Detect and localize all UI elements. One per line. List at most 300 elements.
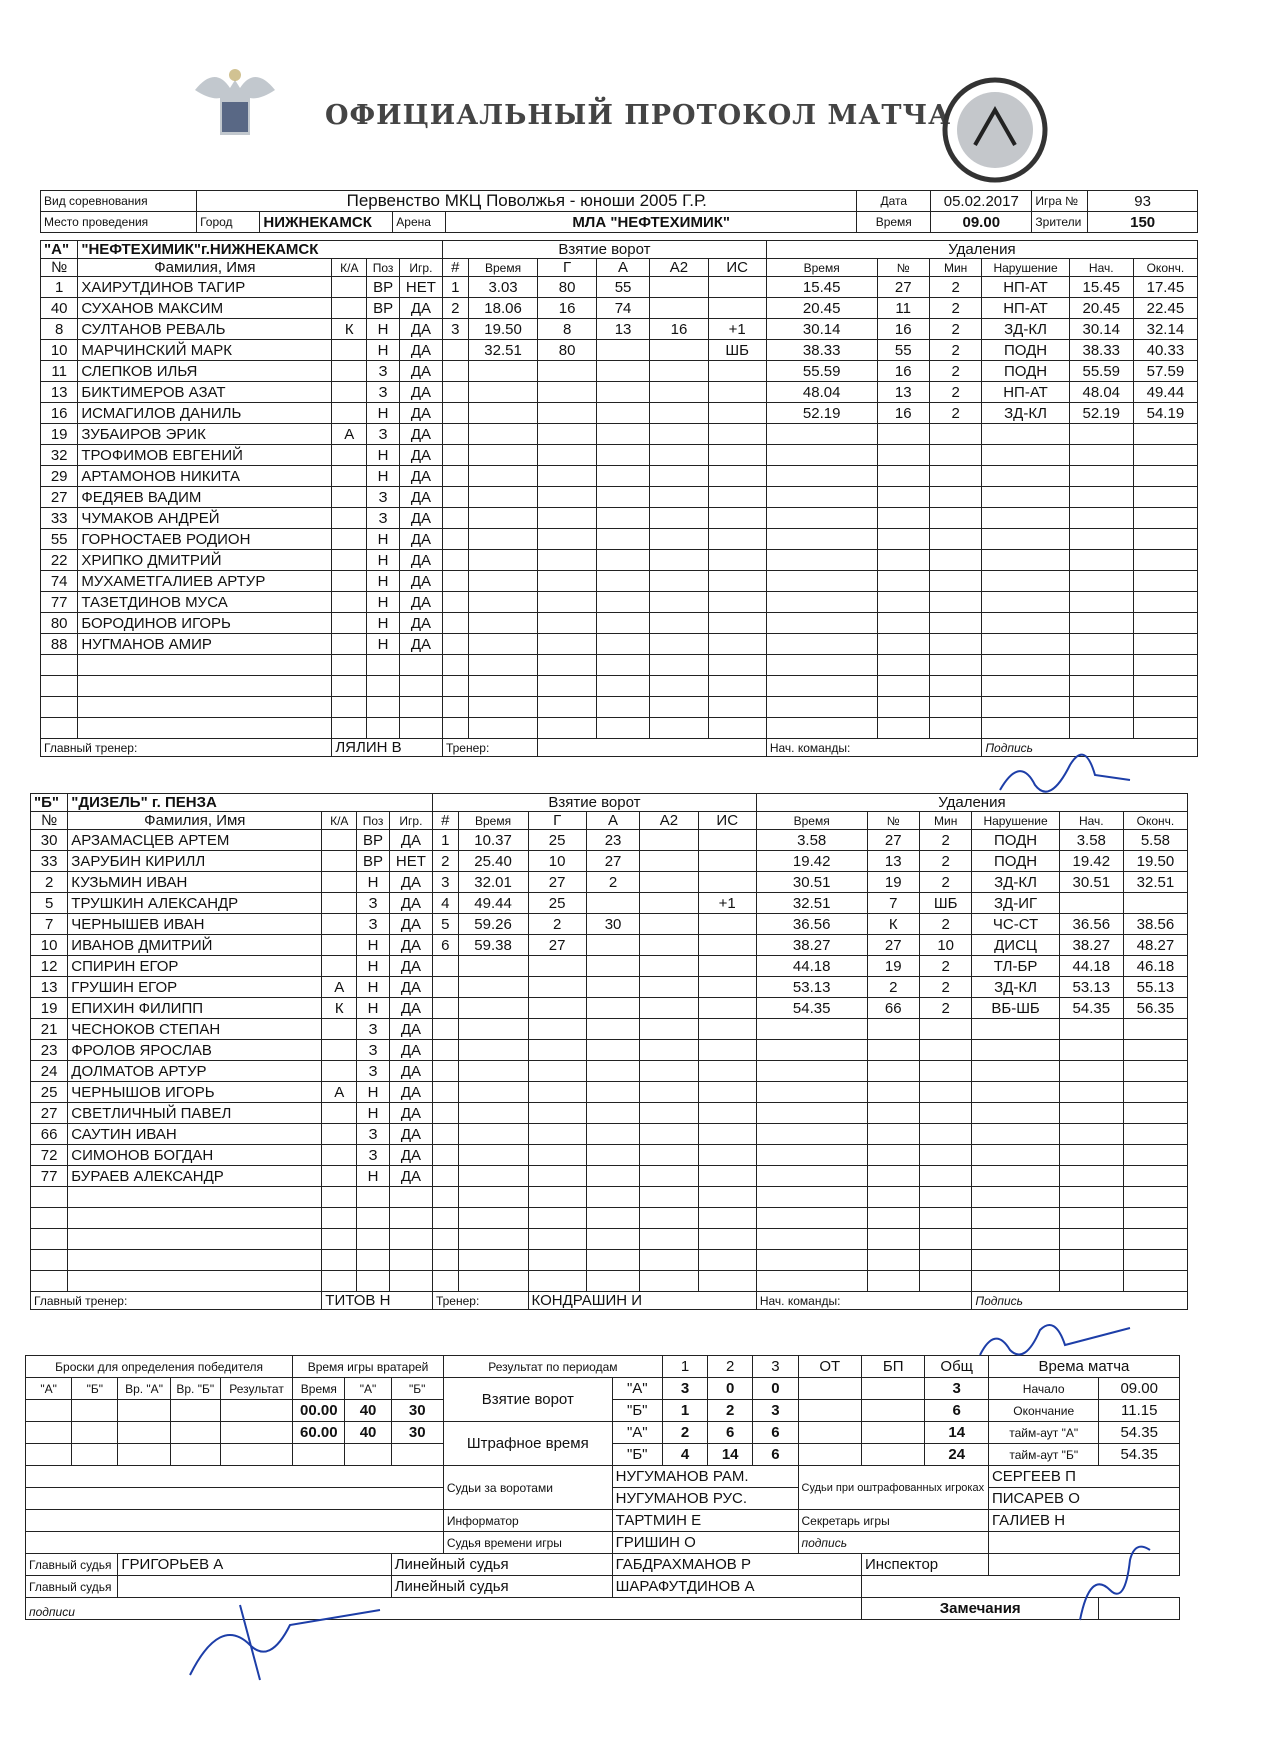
- penalty-minutes: [929, 466, 981, 487]
- penalty-player: 27: [867, 935, 919, 956]
- penalty-player: [867, 1208, 919, 1229]
- match-time-label: тайм-аут "А": [988, 1422, 1099, 1444]
- penalty-violation: [972, 1082, 1059, 1103]
- goal-number: [442, 550, 468, 571]
- period-value: 3: [925, 1378, 988, 1400]
- player-captain-mark: [322, 851, 357, 872]
- goalie-col-header: "Б": [391, 1378, 443, 1400]
- player-captain-mark: [332, 634, 367, 655]
- penalty-player: 27: [867, 830, 919, 851]
- penalty-violation: [972, 1187, 1059, 1208]
- table-row: [31, 998, 1188, 1019]
- goal-assist-2: [640, 935, 698, 956]
- penalty-player: [877, 613, 929, 634]
- penalty-minutes: [919, 1229, 971, 1250]
- empty-cell: [345, 1444, 391, 1466]
- table-row: [41, 634, 1198, 655]
- label-competition-type: Вид соревнования: [41, 191, 197, 212]
- player-played: ДА: [389, 893, 432, 914]
- penalty-minutes: [919, 1166, 971, 1187]
- penalty-minutes: ШБ: [919, 893, 971, 914]
- goal-time: [458, 1166, 528, 1187]
- goal-number: [432, 977, 458, 998]
- penalty-minutes: [929, 487, 981, 508]
- goal-scorer: [528, 1229, 586, 1250]
- goal-assist-2: [650, 382, 708, 403]
- label-referee: Главный судья: [26, 1554, 118, 1576]
- col-header-end: Оконч.: [1133, 259, 1197, 277]
- goal-number: [432, 1124, 458, 1145]
- shootout-cell: [118, 1422, 170, 1444]
- goal-scorer: [528, 956, 586, 977]
- player-number: [31, 1208, 68, 1229]
- penalty-start: [1059, 1061, 1123, 1082]
- penalty-start: [1069, 697, 1133, 718]
- goal-assist-1: [596, 361, 650, 382]
- goal-situation: [698, 830, 756, 851]
- player-captain-mark: [332, 676, 367, 697]
- penalty-end: 48.27: [1123, 935, 1187, 956]
- goal-assist-2: [640, 1229, 698, 1250]
- penalty-end: [1123, 1229, 1187, 1250]
- period-col-header: 2: [708, 1356, 753, 1378]
- player-name: КУЗЬМИН ИВАН: [68, 872, 322, 893]
- penalty-end: [1133, 592, 1197, 613]
- goal-number: 2: [432, 851, 458, 872]
- goal-number: [432, 1208, 458, 1229]
- penalty-violation: [982, 592, 1069, 613]
- player-captain-mark: [322, 1229, 357, 1250]
- penalty-violation: [972, 1103, 1059, 1124]
- penalty-minutes: [929, 592, 981, 613]
- player-name: НУГМАНОВ АМИР: [78, 634, 332, 655]
- penalty-player: К: [867, 914, 919, 935]
- label-team-chief: Нач. команды:: [756, 1292, 972, 1310]
- player-played: ДА: [399, 403, 442, 424]
- goal-assist-2: [640, 851, 698, 872]
- goal-assist-1: [586, 977, 640, 998]
- table-row: [31, 1187, 1188, 1208]
- goal-time: [458, 1145, 528, 1166]
- penalty-end: [1133, 424, 1197, 445]
- player-number: 30: [31, 830, 68, 851]
- player-position: Н: [357, 956, 390, 977]
- empty-cell: [26, 1532, 444, 1554]
- empty-cell: [26, 1466, 444, 1488]
- col-header-time: Время: [468, 259, 538, 277]
- teamA-table: [40, 240, 1198, 757]
- goal-assist-1: [596, 445, 650, 466]
- goal-situation: [708, 277, 766, 298]
- table-row: [31, 1019, 1188, 1040]
- penalty-minutes: [919, 1124, 971, 1145]
- penalty-violation: [982, 676, 1069, 697]
- player-played: [399, 718, 442, 739]
- goal-situation: [708, 508, 766, 529]
- goal-scorer: [528, 1250, 586, 1271]
- penalty-end: [1133, 676, 1197, 697]
- col-header-num: №: [41, 259, 78, 277]
- goal-scorer: [528, 1124, 586, 1145]
- penalty-minutes: 2: [919, 956, 971, 977]
- player-played: ДА: [389, 1040, 432, 1061]
- goal-situation: [708, 676, 766, 697]
- goal-assist-2: [640, 893, 698, 914]
- player-number: 23: [31, 1040, 68, 1061]
- goal-situation: [698, 998, 756, 1019]
- goal-situation: [708, 382, 766, 403]
- penalty-minutes: [929, 508, 981, 529]
- player-captain-mark: [322, 914, 357, 935]
- player-played: ДА: [399, 361, 442, 382]
- goal-assist-2: [640, 1166, 698, 1187]
- goal-situation: [698, 1250, 756, 1271]
- goalie-time-value: 30: [391, 1400, 443, 1422]
- player-captain-mark: [322, 1103, 357, 1124]
- goal-time: [468, 466, 538, 487]
- shootout-cell: [170, 1400, 220, 1422]
- table-row: [31, 1250, 1188, 1271]
- goal-number: [432, 1166, 458, 1187]
- goal-number: [432, 1229, 458, 1250]
- penalty-end: [1123, 1040, 1187, 1061]
- goal-situation: [698, 1019, 756, 1040]
- penalty-player: 16: [877, 361, 929, 382]
- period-value: 14: [925, 1422, 988, 1444]
- table-row: [41, 697, 1198, 718]
- table-row: [41, 529, 1198, 550]
- penalty-time: [766, 634, 877, 655]
- goal-number: [442, 445, 468, 466]
- penalty-end: [1123, 1124, 1187, 1145]
- penalty-violation: [972, 1229, 1059, 1250]
- player-captain-mark: А: [322, 1082, 357, 1103]
- penalty-end: [1123, 1208, 1187, 1229]
- penalty-time: [766, 529, 877, 550]
- goal-assist-2: [650, 676, 708, 697]
- player-number: 12: [31, 956, 68, 977]
- player-played: ДА: [389, 1019, 432, 1040]
- penalty-violation: [982, 508, 1069, 529]
- goal-scorer: [538, 445, 596, 466]
- player-position: З: [357, 1040, 390, 1061]
- player-captain-mark: [322, 1250, 357, 1271]
- player-name: [68, 1271, 322, 1292]
- penalty-end: 38.56: [1123, 914, 1187, 935]
- goal-assist-2: [650, 277, 708, 298]
- player-number: 13: [31, 977, 68, 998]
- goal-assist-1: [596, 340, 650, 361]
- player-captain-mark: [332, 403, 367, 424]
- goal-time: [458, 1019, 528, 1040]
- penalty-start: 19.42: [1059, 851, 1123, 872]
- penalty-time: [756, 1250, 867, 1271]
- penalty-end: 19.50: [1123, 851, 1187, 872]
- goal-time: [458, 1103, 528, 1124]
- penalty-time: 54.35: [756, 998, 867, 1019]
- team-side: "А": [41, 241, 78, 259]
- player-name: ЧУМАКОВ АНДРЕЙ: [78, 508, 332, 529]
- penalty-player: 16: [877, 319, 929, 340]
- goal-assist-1: 74: [596, 298, 650, 319]
- goal-number: [442, 634, 468, 655]
- penalty-time: [766, 466, 877, 487]
- penalty-start: [1069, 613, 1133, 634]
- penalty-minutes: [929, 613, 981, 634]
- goal-assist-1: [596, 424, 650, 445]
- player-name: БОРОДИНОВ ИГОРЬ: [78, 613, 332, 634]
- player-number: 19: [31, 998, 68, 1019]
- penalty-violation: [982, 571, 1069, 592]
- penalty-player: [877, 676, 929, 697]
- penalty-time: [766, 487, 877, 508]
- penalty-end: [1133, 718, 1197, 739]
- goal-number: 1: [432, 830, 458, 851]
- linesman-1: ГАБДРАХМАНОВ Р: [612, 1554, 861, 1576]
- penalty-minutes: [919, 1187, 971, 1208]
- player-name: [68, 1229, 322, 1250]
- empty-cell: [26, 1488, 444, 1510]
- player-name: [78, 655, 332, 676]
- penalty-minutes: [929, 445, 981, 466]
- player-number: [31, 1250, 68, 1271]
- goal-assist-1: [596, 718, 650, 739]
- player-played: [399, 676, 442, 697]
- player-played: ДА: [389, 1061, 432, 1082]
- goal-assist-1: [586, 1229, 640, 1250]
- goal-scorer: [528, 1166, 586, 1187]
- penalty-minutes: [919, 1040, 971, 1061]
- empty-cell: [26, 1510, 444, 1532]
- player-captain-mark: [322, 872, 357, 893]
- player-number: 40: [41, 298, 78, 319]
- player-played: [399, 697, 442, 718]
- col-header-num: №: [867, 812, 919, 830]
- player-number: 66: [31, 1124, 68, 1145]
- penalty-time: [756, 1124, 867, 1145]
- goal-scorer: [538, 487, 596, 508]
- table-row: [41, 340, 1198, 361]
- penalty-minutes: 2: [919, 872, 971, 893]
- goal-scorer: [538, 361, 596, 382]
- table-row: [41, 298, 1198, 319]
- player-played: ДА: [389, 977, 432, 998]
- period-value: [861, 1400, 924, 1422]
- table-row: [31, 1208, 1188, 1229]
- goal-scorer: [538, 403, 596, 424]
- label-inspector: Инспектор: [861, 1554, 988, 1576]
- goal-assist-2: [650, 361, 708, 382]
- goal-number: [442, 466, 468, 487]
- period-value: 1: [662, 1400, 707, 1422]
- penalty-start: [1069, 487, 1133, 508]
- player-position: Н: [367, 529, 400, 550]
- player-captain-mark: [332, 718, 367, 739]
- penalty-end: [1123, 1019, 1187, 1040]
- player-captain-mark: [332, 592, 367, 613]
- spectators: 150: [1088, 212, 1198, 233]
- player-captain-mark: [322, 1166, 357, 1187]
- player-number: 72: [31, 1145, 68, 1166]
- player-captain-mark: [332, 508, 367, 529]
- penalty-violation: [982, 550, 1069, 571]
- goal-number: [442, 382, 468, 403]
- goal-number: 2: [442, 298, 468, 319]
- player-position: З: [357, 1124, 390, 1145]
- penalty-end: [1133, 529, 1197, 550]
- period-value: 6: [925, 1400, 988, 1422]
- goal-time: [458, 1187, 528, 1208]
- goal-scorer: [538, 634, 596, 655]
- match-header: [40, 190, 1198, 233]
- penalty-start: [1059, 1103, 1123, 1124]
- penalty-player: [867, 1187, 919, 1208]
- signature-secretary: [1060, 1530, 1170, 1630]
- col-header-time: Время: [458, 812, 528, 830]
- player-played: [399, 655, 442, 676]
- penalty-end: 32.51: [1123, 872, 1187, 893]
- col-header-ka: К/А: [332, 259, 367, 277]
- player-played: ДА: [389, 872, 432, 893]
- goal-assist-1: 27: [586, 851, 640, 872]
- player-captain-mark: [332, 613, 367, 634]
- player-number: [41, 676, 78, 697]
- team-side: "Б": [31, 794, 68, 812]
- goal-assist-1: [586, 1271, 640, 1292]
- penalty-end: 32.14: [1133, 319, 1197, 340]
- goal-situation: [698, 1061, 756, 1082]
- period-value: 6: [753, 1422, 798, 1444]
- goal-scorer: 8: [538, 319, 596, 340]
- goal-number: [442, 361, 468, 382]
- penalty-violation: [982, 466, 1069, 487]
- player-captain-mark: [322, 1061, 357, 1082]
- penalty-time: [756, 1271, 867, 1292]
- goal-number: [432, 998, 458, 1019]
- penalty-violation: [982, 655, 1069, 676]
- signature-b: [970, 1310, 1140, 1370]
- col-header-end: Оконч.: [1123, 812, 1187, 830]
- penalty-end: [1133, 634, 1197, 655]
- player-number: 33: [41, 508, 78, 529]
- teamB-table: [30, 793, 1188, 1310]
- goal-scorer: [538, 613, 596, 634]
- goal-time: [458, 1124, 528, 1145]
- goal-scorer: [538, 571, 596, 592]
- col-header-name: Фамилия, Имя: [78, 259, 332, 277]
- label-spectators: Зрители: [1032, 212, 1088, 233]
- player-number: 32: [41, 445, 78, 466]
- player-played: ДА: [399, 298, 442, 319]
- penalty-time: [766, 571, 877, 592]
- goal-assist-2: [640, 1271, 698, 1292]
- empty-cell: [26, 1444, 72, 1466]
- player-name: [78, 697, 332, 718]
- goal-scorer: [528, 1187, 586, 1208]
- penalty-time: [766, 655, 877, 676]
- player-played: ДА: [389, 1166, 432, 1187]
- penalty-end: [1123, 1166, 1187, 1187]
- penalty-player: [867, 1061, 919, 1082]
- penalty-violation: ПОДН: [972, 851, 1059, 872]
- goal-assist-1: [586, 998, 640, 1019]
- player-number: 7: [31, 914, 68, 935]
- goal-time: [468, 676, 538, 697]
- period-value: [798, 1400, 861, 1422]
- player-position: З: [357, 914, 390, 935]
- goalie-time-value: 60.00: [293, 1422, 345, 1444]
- match-time-label: Окончание: [988, 1400, 1099, 1422]
- col-header-time: Время: [756, 812, 867, 830]
- coach-name: КОНДРАШИН И: [528, 1292, 756, 1310]
- goal-scorer: [528, 1061, 586, 1082]
- label-signature: Подпись: [982, 739, 1198, 757]
- player-name: БИКТИМЕРОВ АЗАТ: [78, 382, 332, 403]
- player-number: 11: [41, 361, 78, 382]
- col-header-is: ИС: [708, 259, 766, 277]
- shootout-cell: [170, 1422, 220, 1444]
- player-name: [68, 1187, 322, 1208]
- player-captain-mark: [332, 529, 367, 550]
- goal-number: 4: [432, 893, 458, 914]
- penalty-time: 53.13: [756, 977, 867, 998]
- player-captain-mark: [332, 571, 367, 592]
- match-time-label: Начало: [988, 1378, 1099, 1400]
- penalty-violation: ПОДН: [982, 340, 1069, 361]
- goal-time: [458, 1250, 528, 1271]
- empty-cell: [391, 1444, 443, 1466]
- player-name: ДОЛМАТОВ АРТУР: [68, 1061, 322, 1082]
- penalty-minutes: [929, 634, 981, 655]
- goal-time: [468, 613, 538, 634]
- label-date: Дата: [857, 191, 931, 212]
- penalty-time: 36.56: [756, 914, 867, 935]
- player-captain-mark: [332, 340, 367, 361]
- label-penalty-minutes: Штрафное время: [443, 1422, 612, 1466]
- goal-scorer: [538, 676, 596, 697]
- col-header-g: Г: [538, 259, 596, 277]
- player-position: Н: [367, 550, 400, 571]
- penalty-player: [867, 1082, 919, 1103]
- label-coach: Тренер:: [432, 1292, 528, 1310]
- goal-scorer: [528, 1103, 586, 1124]
- penalty-end: [1133, 697, 1197, 718]
- city: НИЖНЕКАМСК: [260, 212, 393, 233]
- goal-assist-2: [650, 508, 708, 529]
- penalty-start: [1069, 445, 1133, 466]
- goal-number: [442, 487, 468, 508]
- goal-number: 1: [442, 277, 468, 298]
- label-referee: Главный судья: [26, 1576, 118, 1598]
- penalty-end: 17.45: [1133, 277, 1197, 298]
- penalty-player: [877, 655, 929, 676]
- goal-assist-1: 30: [586, 914, 640, 935]
- goal-time: [458, 998, 528, 1019]
- federation-emblem: [180, 60, 290, 155]
- goal-scorer: [538, 592, 596, 613]
- player-captain-mark: [322, 1187, 357, 1208]
- timekeeper-name: ГРИШИН О: [612, 1532, 798, 1554]
- goal-scorer: [538, 529, 596, 550]
- penalty-player: [867, 1019, 919, 1040]
- goal-number: [442, 655, 468, 676]
- penalty-start: [1059, 1187, 1123, 1208]
- player-played: ДА: [399, 550, 442, 571]
- goal-assist-2: [650, 466, 708, 487]
- match-date: 05.02.2017: [931, 191, 1032, 212]
- goal-situation: [708, 592, 766, 613]
- label-signature: Подпись: [972, 1292, 1188, 1310]
